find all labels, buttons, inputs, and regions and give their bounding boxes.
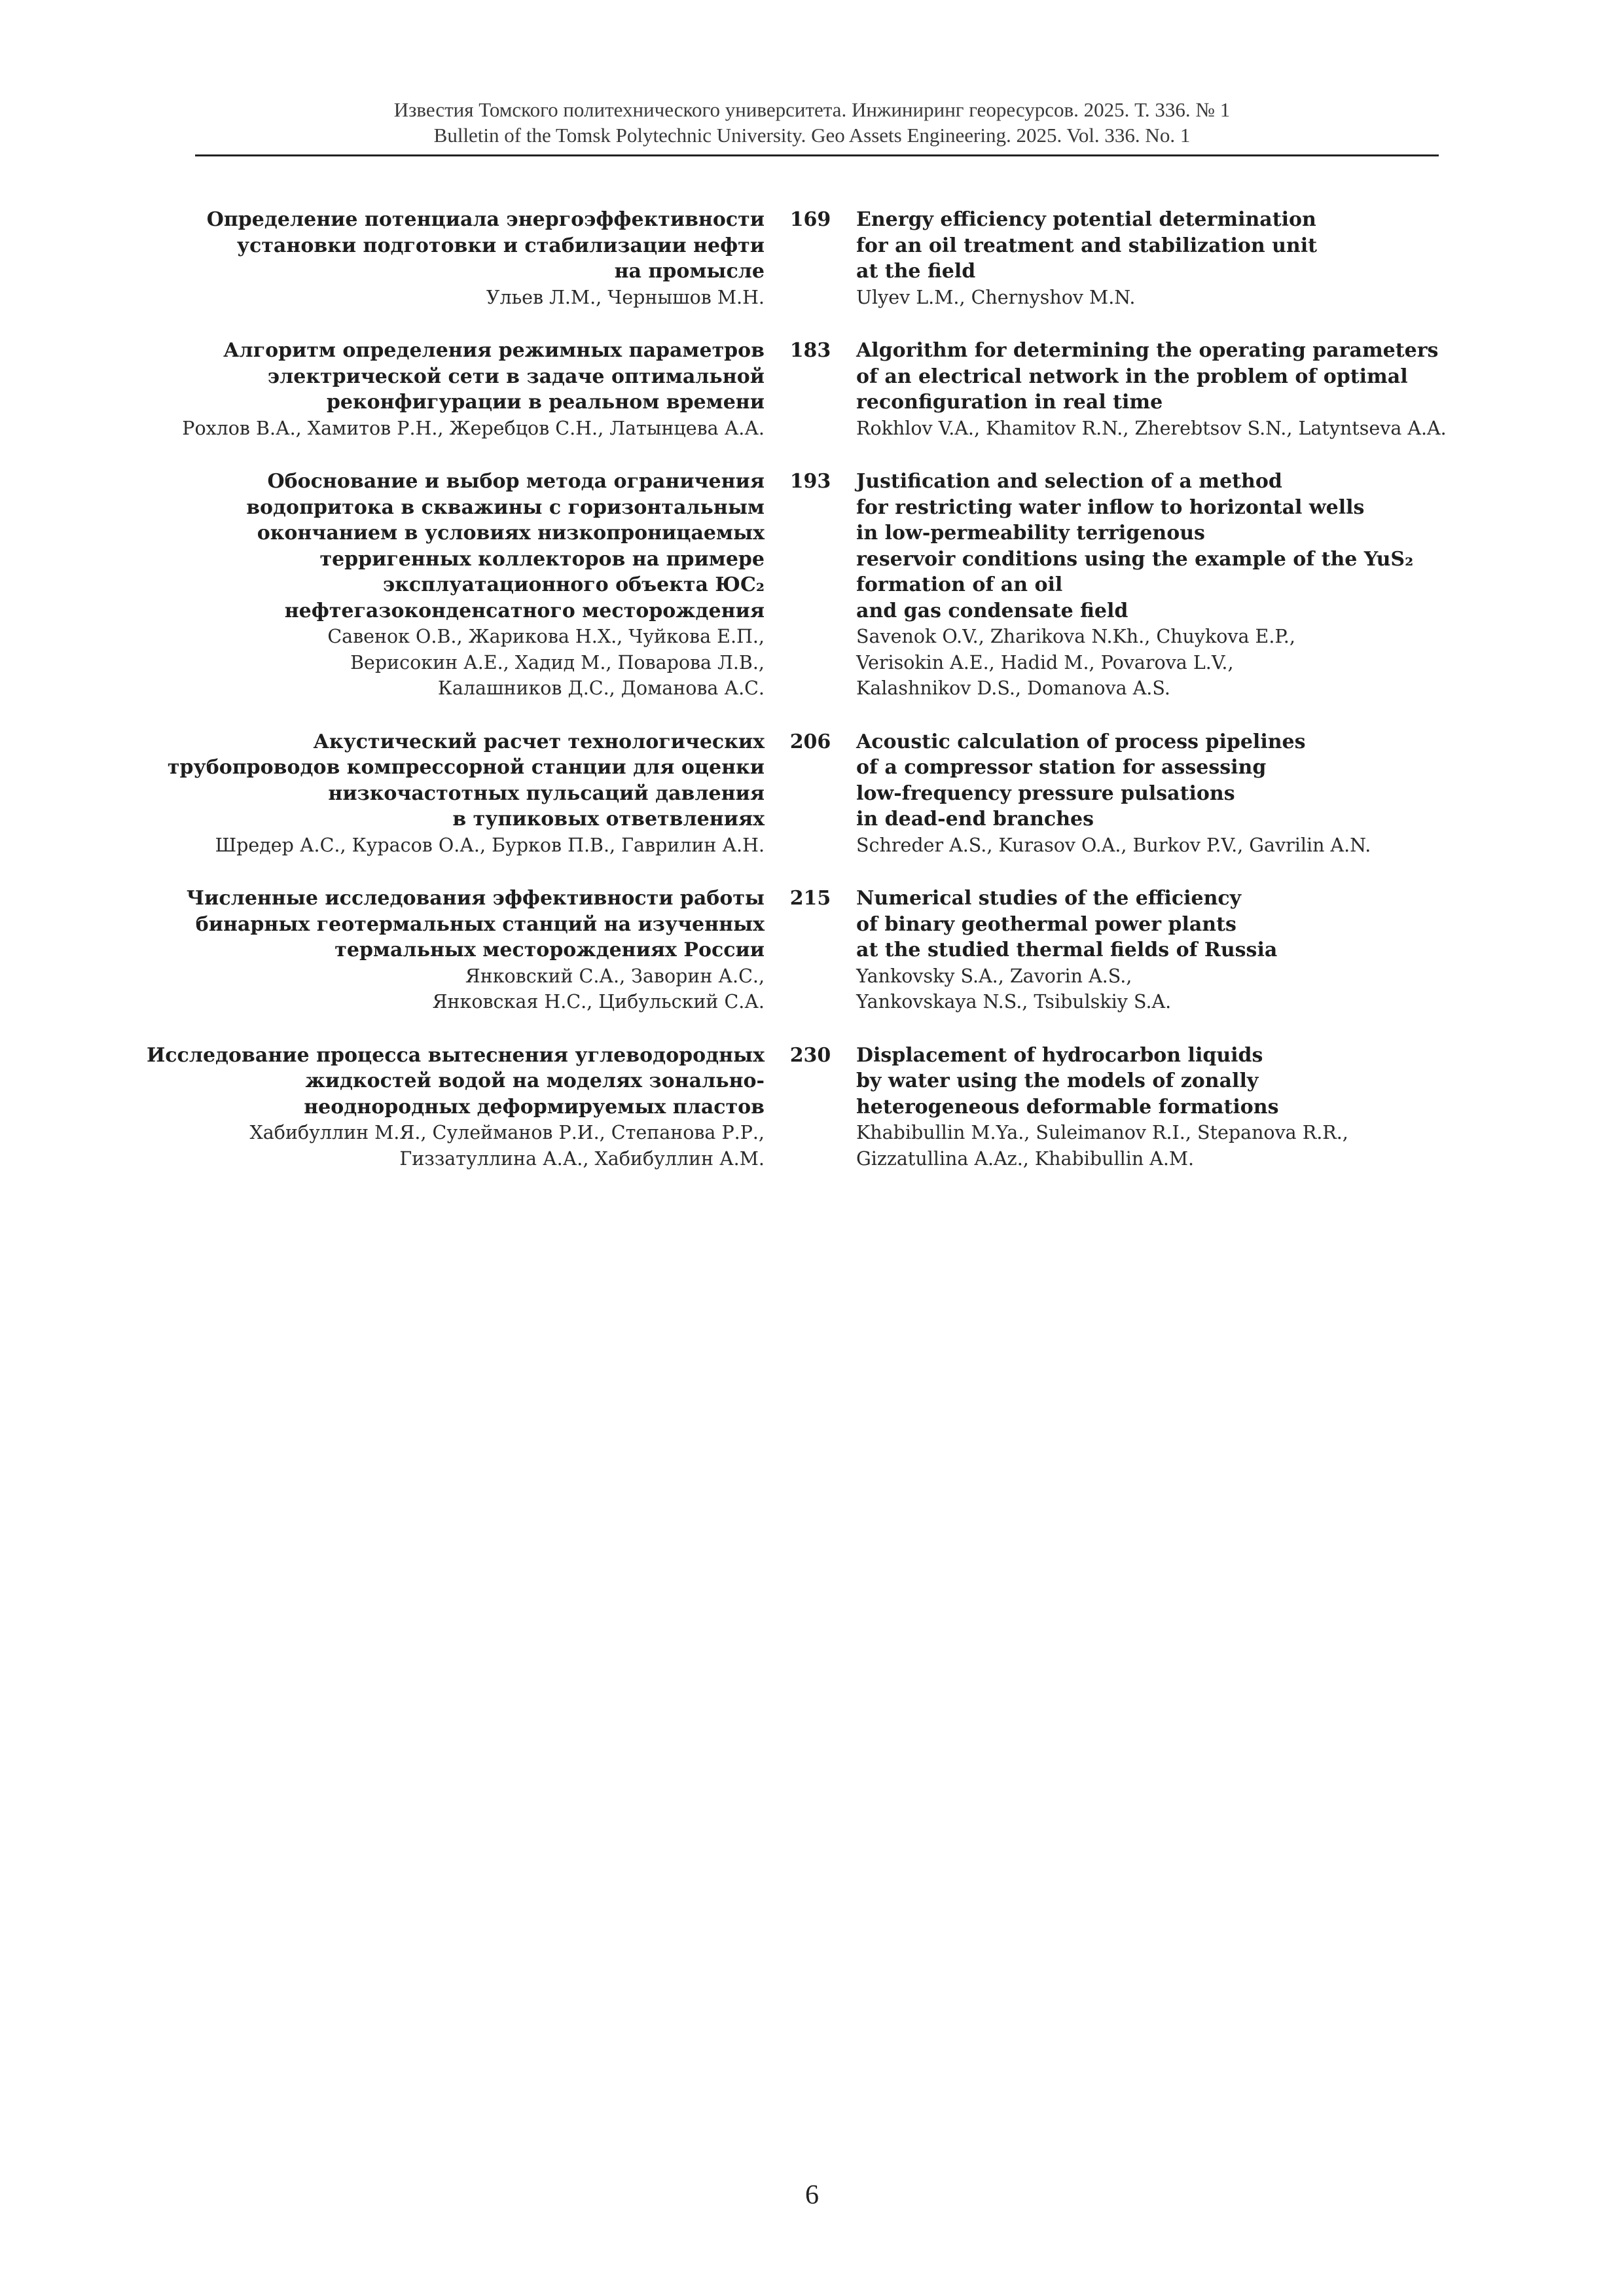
header-line-en: Bulletin of the Tomsk Polytechnic University. Geo Assets Engineering. 2025. Vol. 336. No. 1 (433, 124, 1191, 147)
russian-authors-line: Шредер А.С., Курасов О.А., Бурков П.В., Гаврилин А.Н. (215, 834, 765, 856)
russian-authors-line: Ульев Л.М., Чернышов М.Н. (486, 286, 765, 308)
entry-russian-column (0, 729, 765, 859)
english-title-line: at the field (856, 260, 976, 283)
english-title-line: in low-permeability terrigenous (856, 522, 1205, 545)
english-title-line: Numerical studies of the efficiency (856, 887, 1242, 910)
toc-entry[interactable] (0, 469, 1624, 702)
russian-title-line: эксплуатационного объекта ЮС₂ (382, 573, 765, 596)
toc-entry[interactable] (0, 729, 1624, 859)
entry-russian-column (0, 1043, 765, 1172)
russian-title-line: Алгоритм определения режимных параметров (223, 339, 765, 362)
russian-title-line: низкочастотных пульсаций давления (328, 781, 765, 805)
english-authors-line: Verisokin A.E., Hadid M., Povarova L.V., (856, 651, 1234, 673)
english-title-line: in dead-end branches (856, 808, 1094, 831)
toc-entry[interactable] (0, 886, 1624, 1015)
entry-russian-column (0, 469, 765, 702)
entry-page-number[interactable]: 206 (789, 730, 831, 753)
russian-title-line: в тупиковых ответвлениях (452, 808, 765, 831)
russian-authors-line: Верисокин А.Е., Хадид М., Поварова Л.В., (350, 651, 765, 673)
entry-english-column (856, 338, 1511, 441)
english-title-line: of a compressor station for assessing (856, 756, 1267, 779)
russian-title-line: неоднородных деформируемых пластов (304, 1095, 765, 1119)
russian-title-line: окончанием в условиях низкопроницаемых (257, 522, 765, 545)
russian-title-line: Акустический расчет технологических (313, 730, 765, 753)
english-title-line: low-frequency pressure pulsations (856, 781, 1235, 805)
russian-title-line: Исследование процесса вытеснения углеводородных (146, 1043, 765, 1067)
english-authors-line: Gizzatullina A.Az., Khabibullin A.M. (856, 1147, 1195, 1170)
russian-authors-line: Янковская Н.С., Цибульский С.А. (432, 991, 765, 1013)
english-authors-line: Yankovsky S.A., Zavorin A.S., (856, 965, 1132, 987)
russian-title-line: трубопроводов компрессорной станции для оценки (167, 756, 765, 779)
entry-russian-column (0, 338, 765, 441)
english-authors-line: Savenok O.V., Zharikova N.Kh., Chuykova E.P., (856, 626, 1295, 647)
russian-title-line: электрической сети в задаче оптимальной (267, 365, 765, 388)
entry-russian-column (0, 207, 765, 310)
entry-russian-column (0, 886, 765, 1015)
english-authors-line: Yankovskaya N.S., Tsibulskiy S.A. (856, 991, 1172, 1013)
entry-english-column (856, 207, 1511, 310)
header-rule (195, 154, 1439, 156)
entry-english-column (856, 886, 1511, 1015)
russian-title-line: водопритока в скважины с горизонтальным (246, 495, 765, 519)
entry-english-column (856, 1043, 1511, 1172)
entry-page-number[interactable]: 169 (789, 208, 831, 231)
english-authors-line: Ulyev L.M., Chernyshov M.N. (856, 286, 1136, 308)
header-line-ru: Известия Томского политехнического университета. Инжиниринг георесурсов. 2025. Т. 336. № 1 (393, 98, 1231, 121)
english-authors-line: Khabibullin M.Ya., Suleimanov R.I., Stepanova R.R., (856, 1122, 1348, 1143)
russian-title-line: Численные исследования эффективности работы (186, 887, 765, 910)
english-title-line: for an oil treatment and stabilization unit (856, 234, 1317, 257)
russian-title-line: Обоснование и выбор метода ограничения (267, 470, 765, 493)
toc-entry[interactable] (0, 1043, 1624, 1172)
english-title-line: Algorithm for determining the operating parameters (856, 339, 1439, 362)
english-title-line: Displacement of hydrocarbon liquids (856, 1043, 1263, 1067)
english-title-line: of an electrical network in the problem of optimal (856, 365, 1408, 388)
toc-entry[interactable] (0, 207, 1624, 310)
russian-authors-line: Янковский С.А., Заворин А.С., (465, 965, 765, 987)
russian-authors-line: Хабибуллин М.Я., Сулейманов Р.И., Степанова Р.Р., (249, 1122, 765, 1143)
russian-authors-line: Калашников Д.С., Доманова А.С. (437, 677, 765, 699)
entry-english-column (856, 469, 1511, 702)
russian-authors-line: Гиззатуллина А.А., Хабибуллин А.М. (399, 1147, 765, 1170)
russian-title-line: реконфигурации в реальном времени (326, 391, 765, 414)
english-title-line: of binary geothermal power plants (856, 912, 1236, 936)
english-title-line: at the studied thermal fields of Russia (856, 939, 1278, 961)
entry-page-number[interactable]: 193 (789, 470, 831, 493)
entry-page-number[interactable]: 215 (789, 887, 831, 910)
english-title-line: for restricting water inflow to horizontal wells (856, 495, 1365, 519)
russian-title-line: на промысле (614, 260, 765, 283)
table-of-contents (0, 207, 1624, 1199)
english-title-line: heterogeneous deformable formations (856, 1095, 1279, 1119)
russian-title-line: нефтегазоконденсатного месторождения (284, 599, 765, 622)
russian-authors-line: Рохлов В.А., Хамитов Р.Н., Жеребцов С.Н., Латынцева А.А. (182, 417, 765, 439)
english-authors-line: Rokhlov V.A., Khamitov R.N., Zherebtsov S.N., Latyntseva A.A. (856, 417, 1447, 439)
entry-english-column (856, 729, 1511, 859)
russian-title-line: термальных месторождениях России (334, 939, 765, 961)
english-title-line: Acoustic calculation of process pipelines (856, 730, 1306, 753)
english-title-line: by water using the models of zonally (856, 1069, 1259, 1092)
english-authors-line: Kalashnikov D.S., Domanova A.S. (856, 677, 1170, 699)
english-title-line: Energy efficiency potential determination (856, 208, 1316, 231)
russian-authors-line: Савенок О.В., Жарикова Н.Х., Чуйкова Е.П., (327, 626, 765, 647)
english-title-line: reconfiguration in real time (856, 391, 1163, 414)
russian-title-line: Определение потенциала энергоэффективности (206, 208, 765, 231)
running-header (0, 97, 1624, 148)
english-title-line: and gas condensate field (856, 599, 1128, 622)
toc-entry[interactable] (0, 338, 1624, 441)
russian-title-line: бинарных геотермальных станций на изученных (195, 912, 765, 936)
entry-page-number[interactable]: 230 (789, 1043, 831, 1067)
english-title-line: formation of an oil (856, 573, 1063, 596)
page-number: 6 (805, 2180, 819, 2210)
russian-title-line: жидкостей водой на моделях зонально- (305, 1069, 765, 1092)
english-title-line: reservoir conditions using the example of the YuS₂ (856, 547, 1414, 571)
english-title-line: Justification and selection of a method (856, 470, 1282, 493)
russian-title-line: терригенных коллекторов на примере (319, 547, 765, 571)
entry-page-number[interactable]: 183 (789, 339, 831, 362)
english-authors-line: Schreder A.S., Kurasov O.A., Burkov P.V., Gavrilin A.N. (856, 834, 1371, 856)
russian-title-line: установки подготовки и стабилизации нефти (236, 234, 765, 257)
